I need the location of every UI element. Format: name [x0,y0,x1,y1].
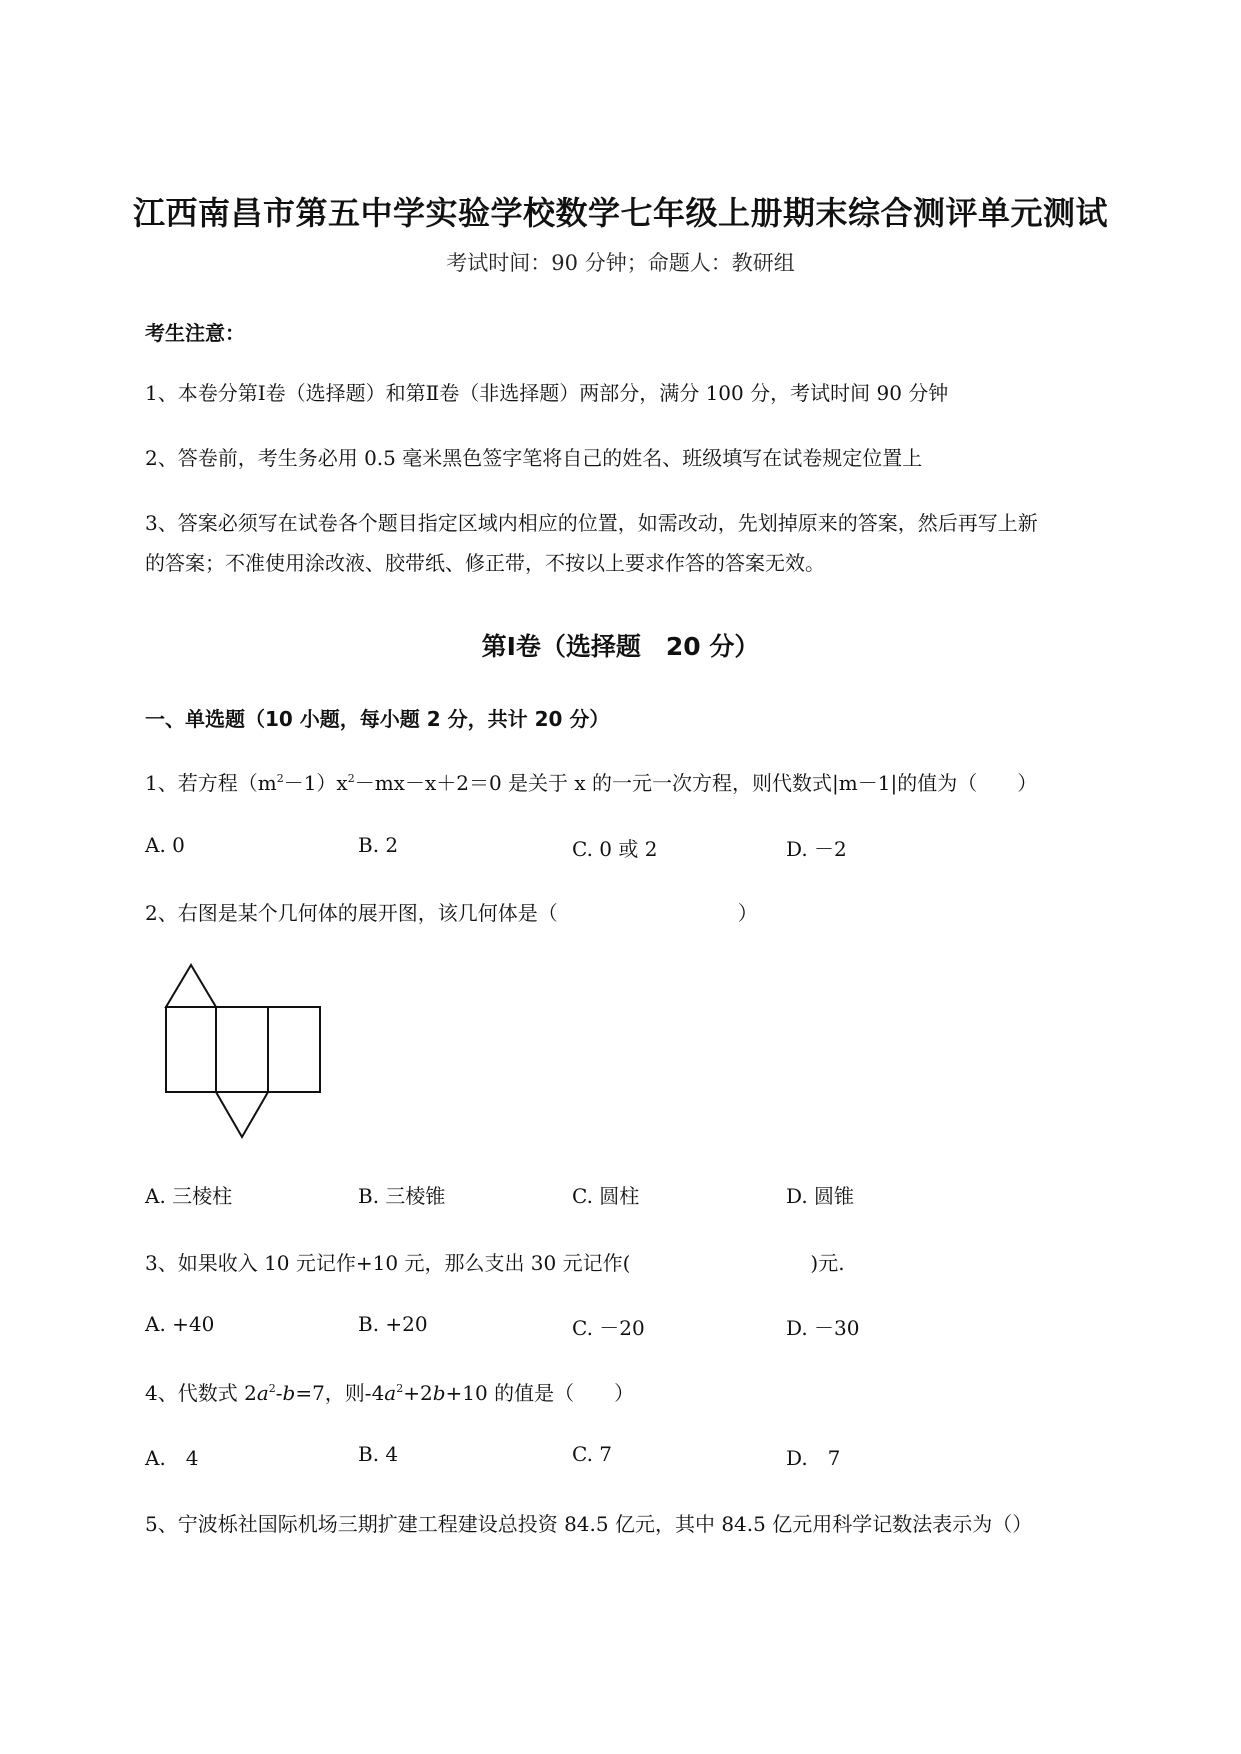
q4-var-b: b [282,1381,296,1405]
q4-var-b-2: b [432,1381,446,1405]
q1-option-c[interactable]: C. 0 或 2 [572,837,658,861]
notice-item-3-continued: 的答案；不准使用涂改液、胶带纸、修正带，不按以上要求作答的答案无效。 [145,551,825,575]
q4-option-d[interactable]: D. 7 [786,1446,841,1470]
question-1 [145,767,1037,796]
q1-text-rest: －mx－x＋2＝0 是关于 x 的一元一次方程，则代数式|m－1|的值为（ ） [354,771,1038,795]
q3-option-b[interactable]: B. +20 [358,1312,428,1336]
question-3: 3、如果收入 10 元记作+10 元，那么支出 30 元记作( )元. [145,1251,845,1275]
q2-option-a[interactable]: A. 三棱柱 [145,1184,233,1208]
q4-var-a: a [256,1381,269,1405]
q3-option-a[interactable]: A. +40 [145,1312,215,1336]
net-bottom-triangle [216,1092,268,1137]
prism-net-figure [160,955,330,1145]
exam-subtitle: 考试时间：90 分钟；命题人：教研组 [446,251,795,275]
net-face-middle [216,1007,268,1092]
q4-text-1: 4、代数式 2 [145,1381,257,1405]
q2-option-d[interactable]: D. 圆锥 [786,1184,855,1208]
question-4 [145,1377,634,1406]
q4-option-c[interactable]: C. 7 [572,1442,613,1466]
q2-option-b[interactable]: B. 三棱锥 [358,1184,446,1208]
q4-exponent-2: 2 [396,1382,404,1395]
exam-title: 江西南昌市第五中学实验学校数学七年级上册期末综合测评单元测试 [132,194,1108,232]
notice-item-3: 3、答案必须写在试卷各个题目指定区域内相应的位置，如需改动，先划掉原来的答案，然后再写上新 [145,511,1038,535]
q1-option-d[interactable]: D. －2 [786,837,847,861]
q2-option-c[interactable]: C. 圆柱 [572,1184,640,1208]
q4-option-a[interactable]: A. 4 [145,1446,199,1470]
q4-option-b[interactable]: B. 4 [358,1442,399,1466]
notice-item-1: 1、本卷分第Ⅰ卷（选择题）和第Ⅱ卷（非选择题）两部分，满分 100 分，考试时间 90 分钟 [145,381,949,405]
net-face-left [166,1007,216,1092]
q1-option-b[interactable]: B. 2 [358,833,399,857]
section-title: 第Ⅰ卷（选择题 20 分） [481,632,760,661]
part-heading: 一、单选题（10 小题，每小题 2 分，共计 20 分） [145,707,610,731]
notice-heading: 考生注意： [145,321,245,345]
q4-var-a-2: a [384,1381,397,1405]
net-face-right [268,1007,320,1092]
q4-text-3: =7，则-4 [295,1381,385,1405]
q1-text-mid: －1）x [283,771,348,795]
question-2: 2、右图是某个几何体的展开图，该几何体是（ ） [145,901,758,925]
q3-option-c[interactable]: C. －20 [572,1316,645,1340]
notice-item-2: 2、答卷前，考生务必用 0.5 毫米黑色签字笔将自己的姓名、班级填写在试卷规定位置上 [145,446,923,470]
net-top-triangle [166,965,216,1007]
q3-option-d[interactable]: D. －30 [786,1316,860,1340]
q4-exponent-1: 2 [268,1382,276,1395]
q1-exponent-2: 2 [347,772,355,785]
q4-text-2: - [275,1381,283,1405]
q1-text-prefix: 1、若方程（m [145,771,277,795]
q4-text-5: +10 的值是（ ） [445,1381,635,1405]
q1-option-a[interactable]: A. 0 [145,833,185,857]
q1-exponent-1: 2 [276,772,284,785]
q4-text-4: +2 [403,1381,433,1405]
question-5: 5、宁波栎社国际机场三期扩建工程建设总投资 84.5 亿元，其中 84.5 亿元用科学记数法表示为（） [145,1512,1033,1536]
